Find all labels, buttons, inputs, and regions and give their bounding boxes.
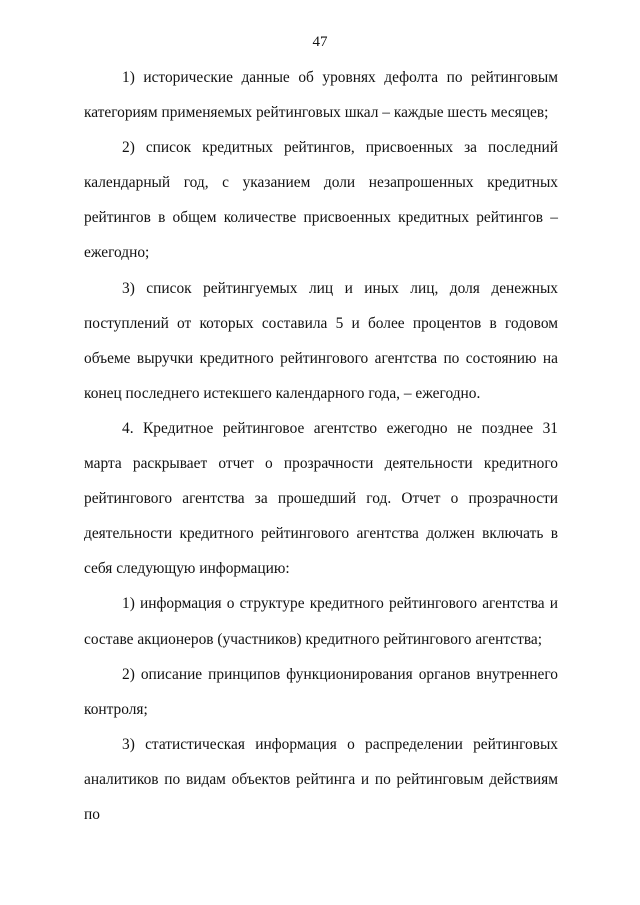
paragraph-agency-structure: 1) информация о структуре кредитного рейтингового агентства и составе акционеров (участников) кредитного рейтингового агентства;: [84, 595, 558, 648]
paragraph-credit-ratings-list: 2) список кредитных рейтингов, присвоенных за последний календарный год, с указанием доли незапрошенных кредитных рейтингов в общем количестве присвоенных кредитных рейтингов – ежегодно;: [84, 139, 558, 262]
paragraph-transparency-report: 4. Кредитное рейтинговое агентство ежегодно не позднее 31 марта раскрывает отчет о прозрачности деятельности кредитного рейтингового агентства за прошедший год. Отчет о прозрачности деятельности кредитного рейтингового агентства должен включать в себя следующую информацию:: [84, 419, 558, 578]
paragraph-rated-entities-list: 3) список рейтингуемых лиц и иных лиц, доля денежных поступлений от которых составила 5 и более процентов в годовом объеме выручки кредитного рейтингового агентства по состоянию на конец последнего истекшего календарного года, – ежегодно.: [84, 279, 558, 402]
page-number: 47: [312, 34, 328, 50]
document-body: [84, 60, 558, 832]
paragraph-analyst-statistics: 3) статистическая информация о распределении рейтинговых аналитиков по видам объектов рейтинга и по рейтинговым действиям по: [84, 735, 558, 823]
paragraph-default-levels: 1) исторические данные об уровнях дефолта по рейтинговым категориям применяемых рейтинговых шкал – каждые шесть месяцев;: [84, 69, 558, 122]
paragraph-internal-control: 2) описание принципов функционирования органов внутреннего контроля;: [84, 665, 558, 718]
